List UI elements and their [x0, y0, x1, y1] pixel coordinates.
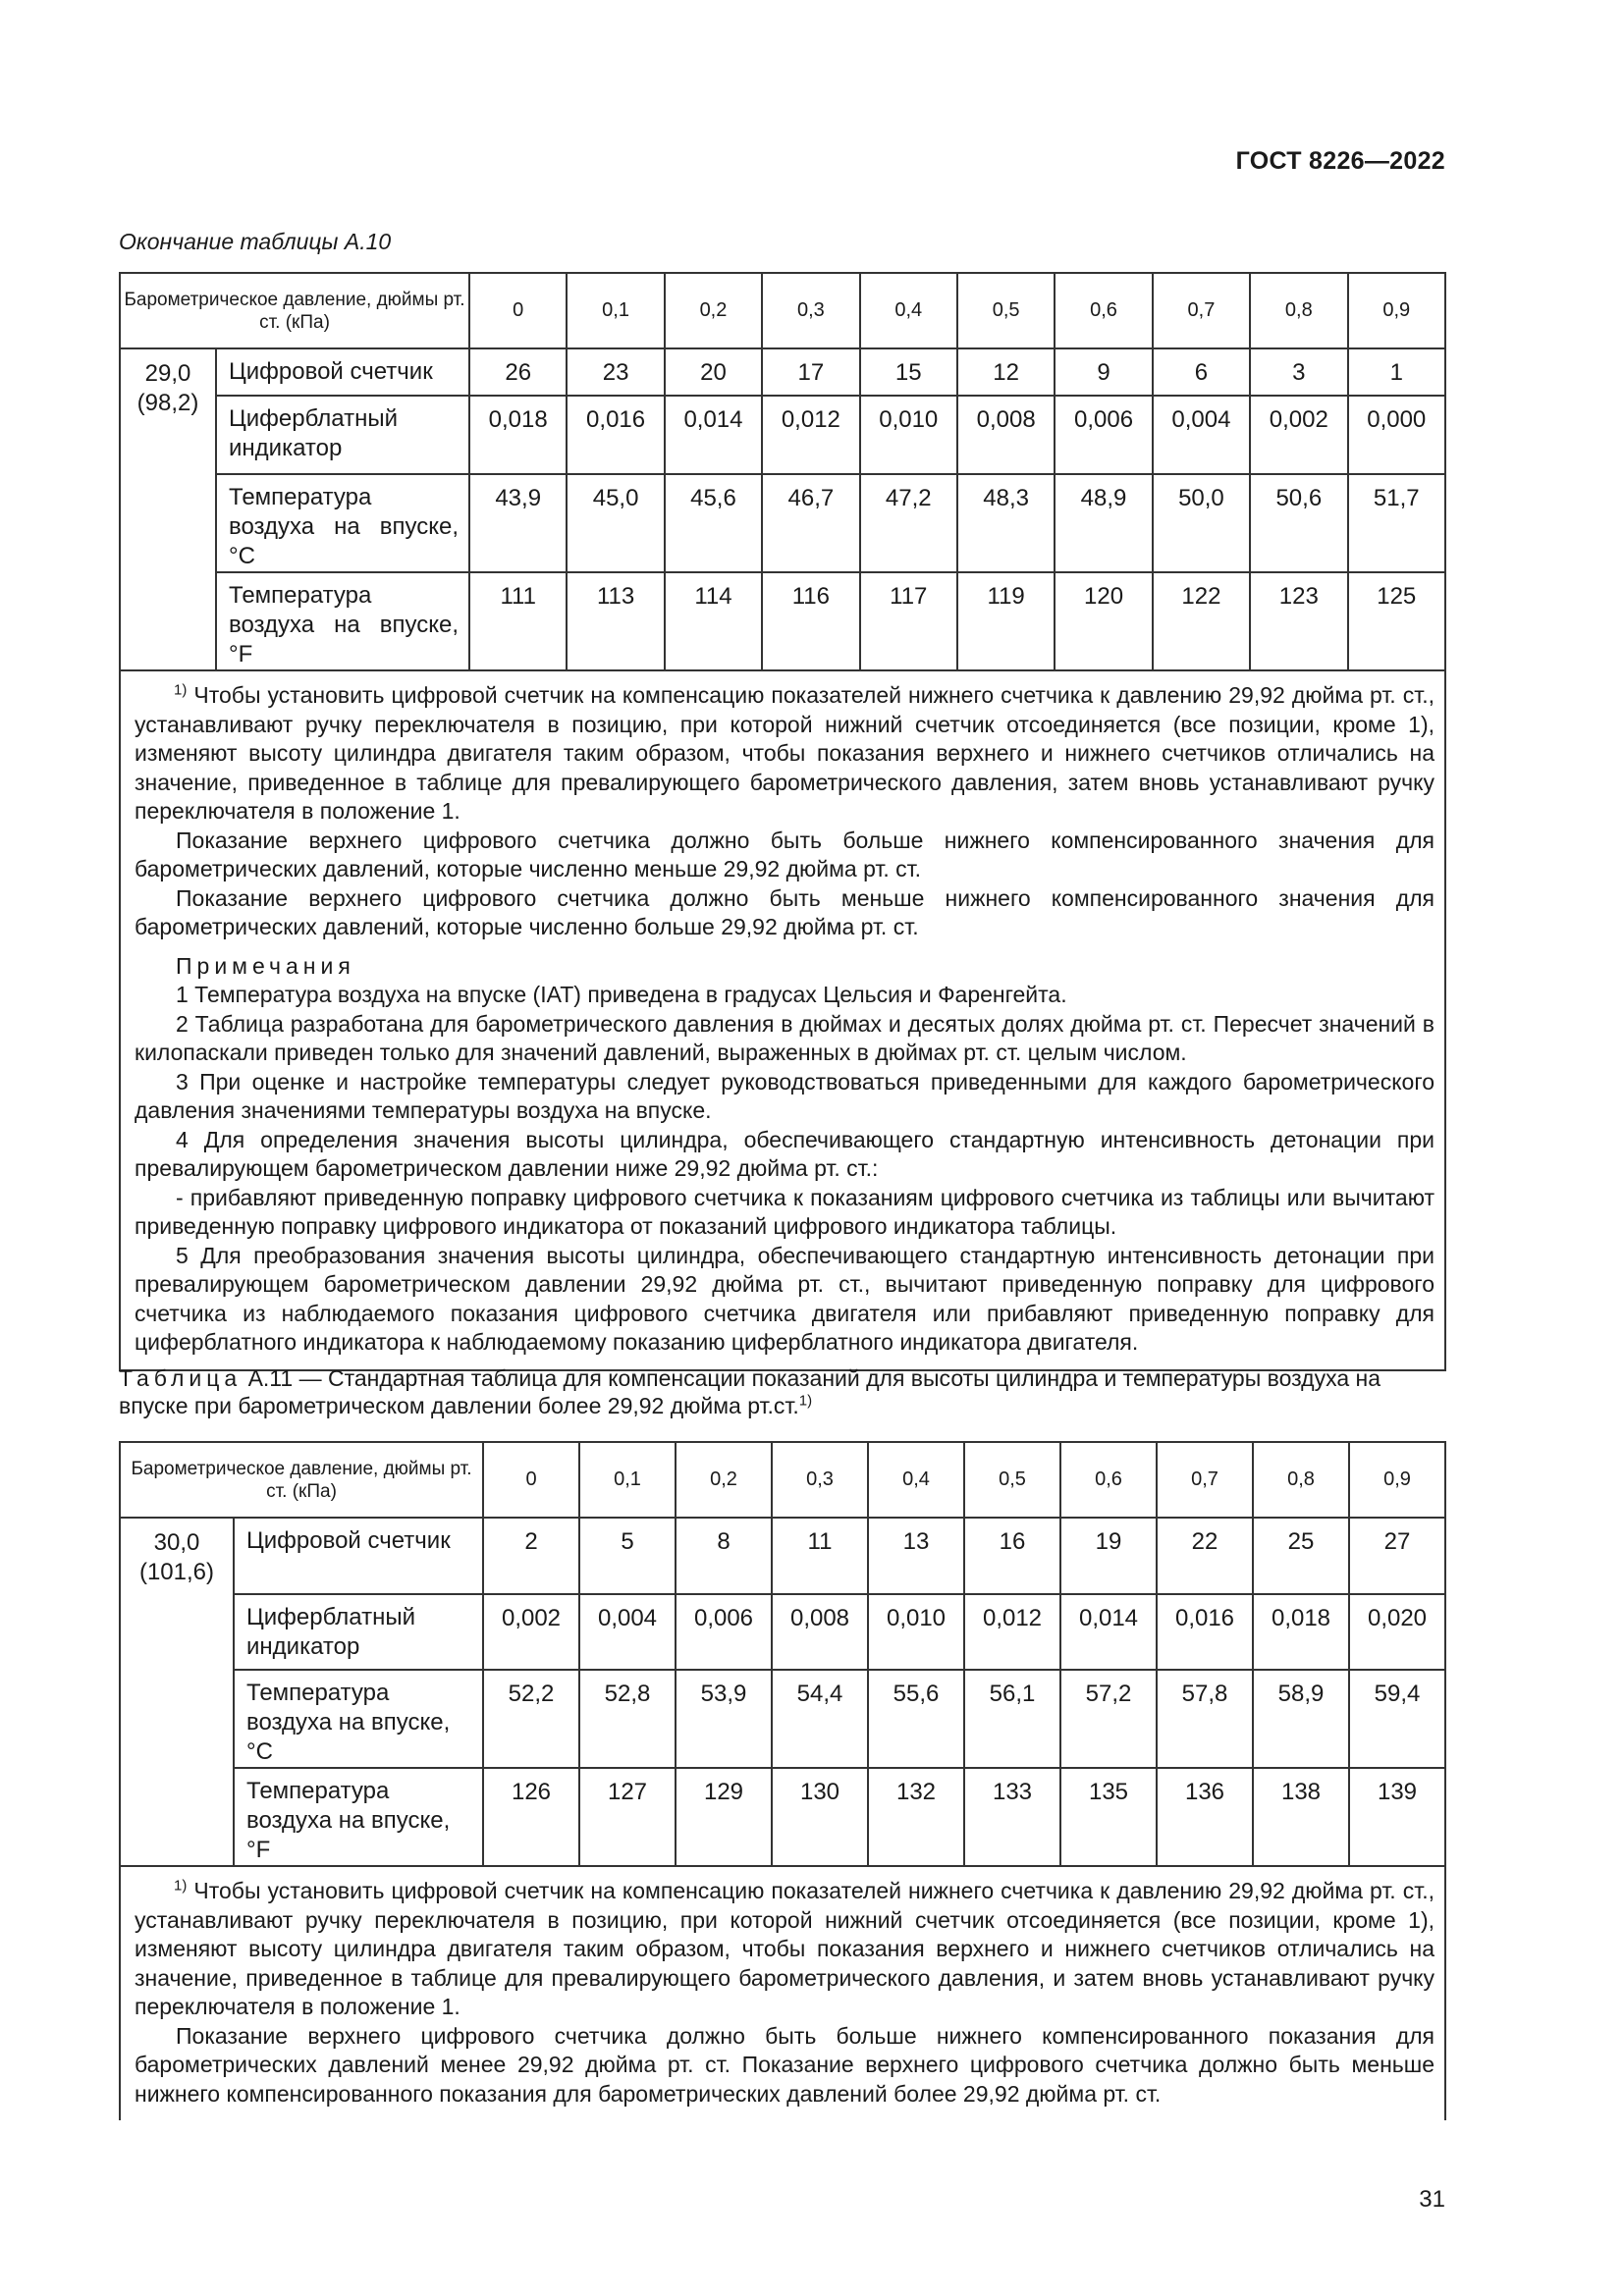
footnote-mark: 1) — [174, 1877, 188, 1895]
table-cell: 138 — [1253, 1768, 1349, 1866]
pressure-inches: 30,0 — [153, 1529, 200, 1556]
table-cell: 12 — [957, 348, 1055, 396]
table-cell: 25 — [1253, 1518, 1349, 1594]
row-label: Температура воздуха на впуске, °F — [234, 1768, 483, 1866]
table-cell: 0,010 — [860, 396, 957, 474]
table-cell: 0,014 — [1060, 1594, 1157, 1670]
pressure-inches: 29,0 — [144, 360, 191, 387]
table-cell: 50,0 — [1153, 474, 1250, 572]
notes-title: Примечания — [176, 952, 355, 979]
table-cell: 16 — [964, 1518, 1060, 1594]
table-cell: 0,008 — [772, 1594, 868, 1670]
row-label: Температура воздуха на впуске, °F — [216, 572, 469, 670]
column-header: 0,8 — [1250, 273, 1347, 348]
table-cell: 0,014 — [665, 396, 762, 474]
paragraph: Показание верхнего цифрового счетчика должно быть меньше нижнего компенсированного значения для барометрических давлений, которые численно больше 29,92 дюйма рт. ст. — [135, 884, 1435, 939]
column-header: 0,6 — [1055, 273, 1152, 348]
table-cell: 27 — [1349, 1518, 1445, 1594]
footnote — [135, 1877, 1435, 2022]
table-cell: 13 — [868, 1518, 964, 1594]
table-cell: 0,006 — [1055, 396, 1152, 474]
table2-caption — [119, 1364, 1444, 1419]
note-item: - прибавляют приведенную поправку цифрового счетчика к показаниям цифрового счетчика из таблицы или вычитают приведенную поправку цифрового индикатора от показаний цифрового индикатора таблицы. — [135, 1184, 1435, 1239]
column-header: 0,7 — [1153, 273, 1250, 348]
table-cell: 55,6 — [868, 1670, 964, 1768]
column-header: 0,9 — [1349, 1442, 1445, 1518]
page-number: 31 — [1419, 2186, 1445, 2213]
table-cell: 120 — [1055, 572, 1152, 670]
note-item: 3 При оценке и настройке температуры следует руководствоваться приведенными для каждого барометрического давления значениями температуры воздуха на впуске. — [135, 1068, 1435, 1123]
column-header: 0 — [469, 273, 567, 348]
table-cell: 0,004 — [579, 1594, 676, 1670]
table-cell: 8 — [676, 1518, 772, 1594]
table-cell: 0,012 — [762, 396, 859, 474]
table-cell: 135 — [1060, 1768, 1157, 1866]
table-cell: 0,002 — [1250, 396, 1347, 474]
table-header-row — [120, 1442, 1445, 1518]
note-item: 1 Температура воздуха на впуске (IAT) приведена в градусах Цельсия и Фаренгейта. — [176, 982, 1067, 1007]
note-item: 5 Для преобразования значения высоты цилиндра, обеспечивающего стандартную интенсивность детонации при превалирующем барометрическом давлении 29,92 дюйма рт. ст., вычитают приведенную поправку для цифрового счетчика из наблюдаемого показания цифрового счетчика двигателя или прибавляют приведенную поправку для циферблатного индикатора к наблюдаемому показанию циферблатного индикатора двигателя. — [135, 1242, 1435, 1355]
table-cell: 43,9 — [469, 474, 567, 572]
table-cell: 116 — [762, 572, 859, 670]
table-row — [120, 396, 1445, 474]
paragraph: Показание верхнего цифрового счетчика должно быть больше нижнего компенсированного значения для барометрических давлений, которые численно меньше 29,92 дюйма рт. ст. — [135, 827, 1435, 881]
table-cell: 130 — [772, 1768, 868, 1866]
header-label: Барометрическое давление, дюймы рт. ст. (кПа) — [120, 1442, 483, 1518]
row-label: Цифровой счетчик — [234, 1518, 483, 1594]
caption-footnote-mark: 1) — [798, 1392, 813, 1410]
table-cell: 5 — [579, 1518, 676, 1594]
footnote-mark: 1) — [174, 681, 188, 699]
table-cell: 122 — [1153, 572, 1250, 670]
column-header: 0,8 — [1253, 1442, 1349, 1518]
table-cell: 119 — [957, 572, 1055, 670]
table-cell: 0,012 — [964, 1594, 1060, 1670]
column-header: 0,7 — [1157, 1442, 1253, 1518]
column-header: 0,5 — [964, 1442, 1060, 1518]
table-cell: 19 — [1060, 1518, 1157, 1594]
note-item: 4 Для определения значения высоты цилиндра, обеспечивающего стандартную интенсивность детонации при превалирующем барометрическом давлении ниже 29,92 дюйма рт. ст.: — [135, 1126, 1435, 1181]
table-cell: 0,006 — [676, 1594, 772, 1670]
pressure-kpa: (98,2) — [136, 390, 199, 416]
column-header: 0,6 — [1060, 1442, 1157, 1518]
table-cell: 0,010 — [868, 1594, 964, 1670]
table-cell: 51,7 — [1348, 474, 1445, 572]
pressure-kpa: (101,6) — [138, 1559, 215, 1585]
table-cell: 139 — [1349, 1768, 1445, 1866]
table-notes — [120, 1866, 1445, 2120]
paragraph: Показание верхнего цифрового счетчика должно быть больше нижнего компенсированного показания для барометрических давлений менее 29,92 дюйма рт. ст. Показание верхнего цифрового счетчика должно быть меньше нижнего компенсированного показания для барометрических давлений более 29,92 дюйма рт. ст. — [135, 2022, 1435, 2107]
table-cell: 0,004 — [1153, 396, 1250, 474]
table-cell: 136 — [1157, 1768, 1253, 1866]
table-cell: 46,7 — [762, 474, 859, 572]
table-row — [120, 572, 1445, 670]
footnote — [135, 681, 1435, 827]
table-cell: 111 — [469, 572, 567, 670]
table-cell: 52,2 — [483, 1670, 579, 1768]
table-cell: 22 — [1157, 1518, 1253, 1594]
table-notes-row — [120, 670, 1445, 1370]
footnote-text: Чтобы установить цифровой счетчик на компенсацию показателей нижнего счетчика к давлению 29,92 дюйма рт. ст., устанавливают ручку переключателя в позицию, при которой нижний счетчик отсоединяется (все позиции, кроме 1), изменяют высоту цилиндра двигателя таким образом, чтобы показания верхнего и нижнего счетчиков отличались на значение, приведенное в таблице для превалирующего барометрического давления, затем вновь устанавливают ручку переключателя в положение 1. — [135, 682, 1435, 824]
table-cell: 20 — [665, 348, 762, 396]
note-item: 2 Таблица разработана для барометрического давления в дюймах и десятых долях дюйма рт. ст. Пересчет значений в килопаскали приведен только для значений давлений, выраженных в дюймах рт. ст. целым числом. — [135, 1010, 1435, 1065]
table-cell: 57,2 — [1060, 1670, 1157, 1768]
table-cell: 114 — [665, 572, 762, 670]
table-cell: 17 — [762, 348, 859, 396]
table-cell: 3 — [1250, 348, 1347, 396]
table-row — [120, 1768, 1445, 1866]
table-cell: 56,1 — [964, 1670, 1060, 1768]
table-cell: 0,020 — [1349, 1594, 1445, 1670]
table-cell: 123 — [1250, 572, 1347, 670]
table-cell: 126 — [483, 1768, 579, 1866]
table1-caption: Окончание таблицы А.10 — [119, 229, 392, 254]
table-cell: 129 — [676, 1768, 772, 1866]
table-row — [120, 1518, 1445, 1594]
table-cell: 52,8 — [579, 1670, 676, 1768]
table-a10 — [119, 272, 1446, 1371]
table-row — [120, 348, 1445, 396]
table-cell: 59,4 — [1349, 1670, 1445, 1768]
table-cell: 47,2 — [860, 474, 957, 572]
table-cell: 132 — [868, 1768, 964, 1866]
row-label: Цифровой счетчик — [216, 348, 469, 396]
table-cell: 125 — [1348, 572, 1445, 670]
table-cell: 23 — [567, 348, 664, 396]
table-cell: 45,0 — [567, 474, 664, 572]
table-notes-row — [120, 1866, 1445, 2120]
header-label: Барометрическое давление, дюймы рт. ст. (кПа) — [120, 273, 469, 348]
table-a11 — [119, 1441, 1446, 2120]
table-cell: 11 — [772, 1518, 868, 1594]
table-cell: 127 — [579, 1768, 676, 1866]
table-cell: 0,018 — [1253, 1594, 1349, 1670]
footnote-text: Чтобы установить цифровой счетчик на компенсацию показателей нижнего счетчика к давлению 29,92 дюйма рт. ст., устанавливают ручку переключателя в позицию, при которой нижний счетчик отсоединяется (все позиции, кроме 1), изменяют высоту цилиндра двигателя таким образом, чтобы показания верхнего и нижнего счетчиков отличались на значение, приведенное в таблице для превалирующего барометрического давления, и затем вновь устанавливают ручку переключателя в положение 1. — [135, 1878, 1435, 2019]
table-cell: 26 — [469, 348, 567, 396]
table-cell: 58,9 — [1253, 1670, 1349, 1768]
table-cell: 9 — [1055, 348, 1152, 396]
table-cell: 54,4 — [772, 1670, 868, 1768]
table-row — [120, 474, 1445, 572]
gost-header: ГОСТ 8226—2022 — [1235, 147, 1445, 175]
table-cell: 0,008 — [957, 396, 1055, 474]
column-header: 0,3 — [772, 1442, 868, 1518]
column-header: 0,9 — [1348, 273, 1445, 348]
row-label: Температура воздуха на впуске, °С — [216, 474, 469, 572]
table-cell: 6 — [1153, 348, 1250, 396]
table-row — [120, 1594, 1445, 1670]
table-cell: 15 — [860, 348, 957, 396]
table-cell: 0,016 — [1157, 1594, 1253, 1670]
table2-caption-prefix: Таблица — [119, 1365, 243, 1391]
table-cell: 0,018 — [469, 396, 567, 474]
pressure-group-cell — [120, 1518, 234, 1866]
pressure-group-cell — [120, 348, 216, 670]
column-header: 0,2 — [665, 273, 762, 348]
table-cell: 0,002 — [483, 1594, 579, 1670]
table-cell: 57,8 — [1157, 1670, 1253, 1768]
table2-caption-text: А.11 — Стандартная таблица для компенсации показаний для высоты цилиндра и температуры воздуха на впуске при барометрическом давлении более 29,92 дюйма рт.ст. — [119, 1365, 1381, 1418]
row-label: Циферблатный индикатор — [216, 396, 469, 474]
table-cell: 48,3 — [957, 474, 1055, 572]
table-cell: 45,6 — [665, 474, 762, 572]
column-header: 0,5 — [957, 273, 1055, 348]
column-header: 0 — [483, 1442, 579, 1518]
column-header: 0,4 — [868, 1442, 964, 1518]
table-row — [120, 1670, 1445, 1768]
column-header: 0,4 — [860, 273, 957, 348]
table-cell: 0,000 — [1348, 396, 1445, 474]
column-header: 0,3 — [762, 273, 859, 348]
column-header: 0,2 — [676, 1442, 772, 1518]
table-cell: 113 — [567, 572, 664, 670]
row-label: Циферблатный индикатор — [234, 1594, 483, 1670]
table-header-row — [120, 273, 1445, 348]
table-cell: 53,9 — [676, 1670, 772, 1768]
table-cell: 117 — [860, 572, 957, 670]
column-header: 0,1 — [567, 273, 664, 348]
table-cell: 1 — [1348, 348, 1445, 396]
table-cell: 2 — [483, 1518, 579, 1594]
table-cell: 133 — [964, 1768, 1060, 1866]
row-label: Температура воздуха на впуске, °С — [234, 1670, 483, 1768]
table-cell: 48,9 — [1055, 474, 1152, 572]
table-cell: 0,016 — [567, 396, 664, 474]
table-cell: 50,6 — [1250, 474, 1347, 572]
column-header: 0,1 — [579, 1442, 676, 1518]
table-notes — [120, 670, 1445, 1370]
